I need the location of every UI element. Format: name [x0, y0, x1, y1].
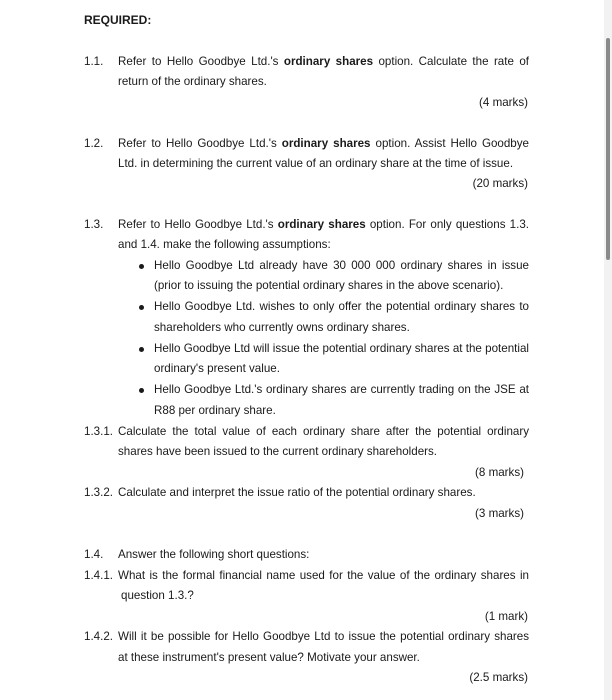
question-1-2-emphasis: ordinary shares [281, 137, 371, 150]
question-1-2-line-1 [118, 137, 529, 151]
question-number-1-4: 1.4. [84, 548, 104, 561]
question-number-1-1: 1.1. [84, 55, 104, 68]
bullet-3-line-1: Hello Goodbye Ltd will issue the potential ordinary shares at the potential [154, 342, 529, 355]
question-1-3-line-1 [118, 218, 529, 232]
question-number-1-2: 1.2. [84, 137, 104, 150]
question-number-1-3: 1.3. [84, 218, 104, 231]
question-1-2-text-a: Refer to Hello Goodbye Ltd.'s [118, 137, 282, 150]
question-1-3-text-c: option. For only questions 1.3. [365, 218, 530, 231]
question-1-3-1-line-2: shares have been issued to the current ordinary shareholders. [118, 445, 438, 458]
question-number-1-3-2: 1.3.2. [84, 486, 114, 499]
bullet-2-line-1: Hello Goodbye Ltd. wishes to only offer the potential ordinary shares to [154, 300, 529, 313]
bullet-dot [139, 305, 144, 310]
bullet-3-line-2: ordinary's present value. [154, 362, 280, 375]
bullet-1-line-2: (prior to issuing the potential ordinary shares in the above scenario). [154, 279, 504, 292]
question-1-4-line-1: Answer the following short questions: [118, 548, 310, 561]
question-number-1-3-1: 1.3.1. [84, 425, 114, 438]
question-1-3-2-line-1: Calculate and interpret the issue ratio of the potential ordinary shares. [118, 486, 476, 499]
question-1-4-2-line-1: Will it be possible for Hello Goodbye Ltd to issue the potential ordinary shares [118, 630, 529, 643]
bullet-1-line-1: Hello Goodbye Ltd already have 30 000 000 ordinary shares in issue [154, 259, 529, 272]
question-1-2-line-2: Ltd. in determining the current value of an ordinary share at the time of issue. [118, 157, 514, 170]
bullet-dot [139, 347, 144, 352]
question-1-3-line-2: and 1.4. make the following assumptions: [118, 238, 331, 251]
scrollbar-track[interactable] [604, 0, 612, 700]
required-heading: REQUIRED: [84, 13, 152, 27]
question-number-1-4-2: 1.4.2. [84, 630, 114, 643]
question-1-1-marks: (4 marks) [479, 96, 528, 109]
question-1-1-line-2: return of the ordinary shares. [118, 75, 267, 88]
question-1-3-1-line-1: Calculate the total value of each ordinary share after the potential ordinary [118, 425, 529, 438]
bullet-dot [139, 388, 144, 393]
question-1-3-1-marks: (8 marks) [475, 466, 524, 479]
question-1-4-2-line-2: at these instrument's present value? Motivate your answer. [118, 651, 420, 664]
question-1-3-text-a: Refer to Hello Goodbye Ltd.'s [118, 218, 278, 231]
scrollbar-thumb[interactable] [606, 38, 610, 260]
question-1-1-text-c: option. Calculate the rate of [373, 55, 529, 68]
question-1-1-line-1 [118, 55, 529, 69]
question-1-3-emphasis: ordinary shares [277, 218, 366, 231]
bullet-4-line-1: Hello Goodbye Ltd.'s ordinary shares are currently trading on the JSE at [154, 383, 529, 396]
question-1-3-2-marks: (3 marks) [475, 507, 524, 520]
bullet-4-line-2: R88 per ordinary share. [154, 404, 276, 417]
question-1-2-marks: (20 marks) [472, 177, 528, 190]
question-1-1-emphasis: ordinary shares [283, 55, 374, 68]
bullet-2-line-2: shareholders who currently owns ordinary shares. [154, 321, 410, 334]
question-1-4-1-marks: (1 mark) [484, 610, 528, 623]
question-1-4-1-line-1: What is the formal financial name used for the value of the ordinary shares in [118, 569, 529, 582]
question-1-4-1-line-2: question 1.3.? [121, 589, 194, 602]
bullet-dot [139, 264, 144, 269]
question-1-2-text-c: option. Assist Hello Goodbye [370, 137, 530, 150]
question-1-1-text-a: Refer to Hello Goodbye Ltd.'s [118, 55, 284, 68]
question-number-1-4-1: 1.4.1. [84, 569, 114, 582]
question-1-4-2-marks: (2.5 marks) [469, 671, 528, 684]
